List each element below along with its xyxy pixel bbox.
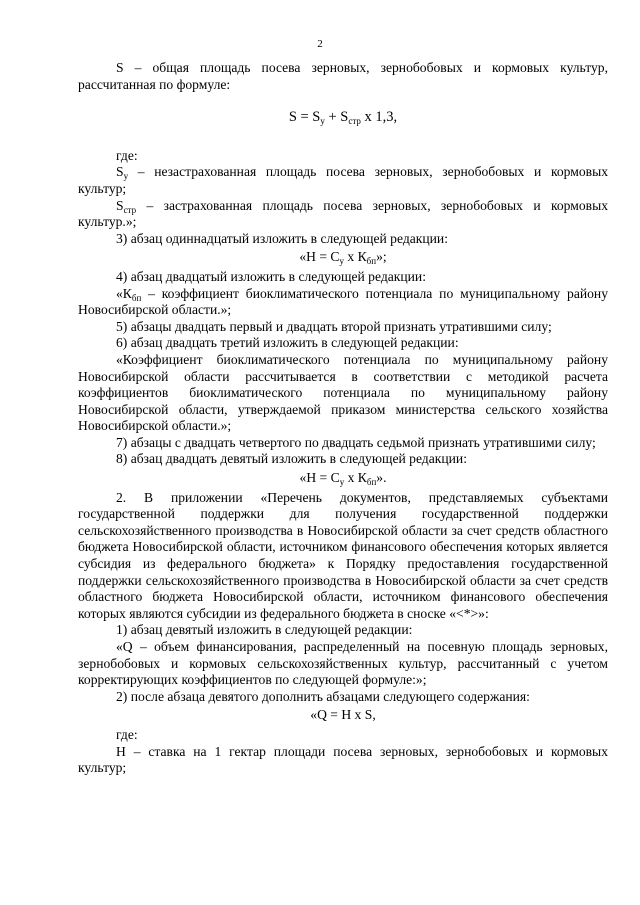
- formula-n: «$Н = С_у$ x $К_{бп}$».: [299, 470, 387, 488]
- paragraph: «Коэффициент биоклиматического потенциала по муниципальному району Новосибирской области рассчитывается в соответствии с методикой расчета коэффициентов биоклиматического потенциала по муниципальному району Новосибирской области, утверждаемой приказом министерства сельского хозяйства Новосибирской области.»;: [78, 351, 608, 434]
- paragraph: 7) абзацы с двадцать четвертого по двадцать седьмой признать утратившими силу;: [116, 434, 596, 450]
- paragraph: 1) абзац девятый изложить в следующей редакции:: [116, 622, 413, 638]
- document-body: [78, 60, 608, 777]
- formula-s: $S = S_у + S_{стр}$ x 1,3,: [288, 109, 398, 127]
- paragraph: где:: [116, 726, 138, 742]
- paragraph: Н – ставка на 1 гектар площади посева зерновых, зернобобовых и кормовых культур;: [78, 743, 608, 776]
- formula-n: «$Н = С_у$ x $К_{бп}$»;: [299, 249, 387, 267]
- paragraph: 5) абзацы двадцать первый и двадцать второй признать утратившими силу;: [116, 318, 552, 334]
- formula-q: «Q = Н x S,: [310, 707, 376, 723]
- paragraph: S – общая площадь посева зерновых, зернобобовых и кормовых культур, рассчитанная по формуле:: [78, 60, 608, 92]
- page-number: 2: [317, 38, 323, 50]
- paragraph: $S_у$ – незастрахованная площадь посева зерновых, зернобобовых и кормовых культур;: [78, 164, 608, 196]
- paragraph: «Q – объем финансирования, распределенный на посевную площадь зерновых, зернобобовых и кормовых сельскохозяйственных культур, рассчитанный с учетом корректирующих коэффициентов по следующей формуле:»;: [78, 639, 608, 688]
- paragraph: 2) после абзаца девятого дополнить абзацами следующего содержания:: [116, 688, 530, 704]
- paragraph: 2. В приложении «Перечень документов, представляемых субъектами государственной поддержки для получения государственной поддержки сельскохозяйственного производства в Новосибирской области за счет средств областного бюджета Новосибирской области, источником финансового обеспечения которых является субсидия из федерального бюджета» к Порядку предоставления государственной поддержки сельскохозяйственного производства в Новосибирской области за счет средств областного бюджета Новосибирской области, источником финансового обеспечения которых являются субсидии из федерального бюджета в сноске «<*>»:: [78, 489, 608, 621]
- paragraph: где:: [116, 147, 138, 163]
- paragraph: 6) абзац двадцать третий изложить в следующей редакции:: [116, 335, 459, 351]
- paragraph: 3) абзац одиннадцатый изложить в следующей редакции:: [116, 230, 448, 246]
- paragraph: 4) абзац двадцатый изложить в следующей редакции:: [116, 268, 426, 284]
- paragraph: 8) абзац двадцать девятый изложить в следующей редакции:: [116, 451, 467, 467]
- paragraph: «$К_{бп}$ – коэффициент биоклиматического потенциала по муниципальному району Новосибирской области.»;: [78, 285, 608, 318]
- paragraph: $S_{стр}$ – застрахованная площадь посева зерновых, зернобобовых и кормовых культур.»;: [78, 197, 608, 230]
